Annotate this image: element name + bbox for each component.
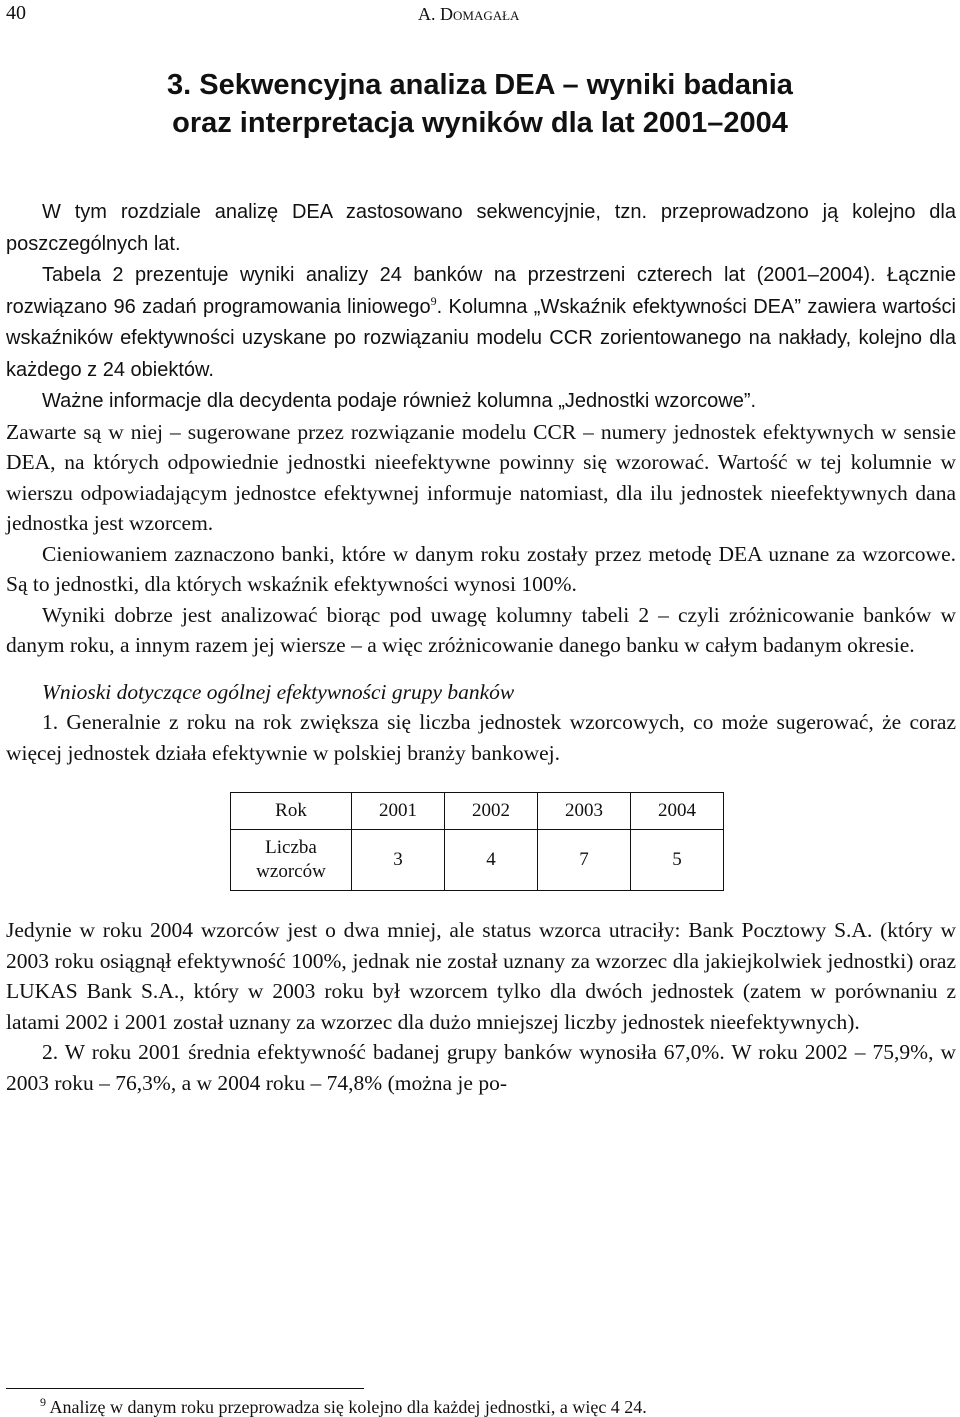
footnote-number: 9 [40, 1395, 46, 1409]
table-cell: 3 [352, 830, 445, 891]
table-header-label: Rok [231, 793, 352, 830]
paragraph: Jedynie w roku 2004 wzorców jest o dwa mniej, ale status wzorca utraciły: Bank Pocztowy S.A. (który w 2003 roku osiągnął efektywność 100%, jednak nie został uznany za wzorzec dla jakiejkolwiek jednostki) oraz LUKAS Bank S.A., który w 2003 roku był wzorcem tylko dla dwóch jednostek (zatem w porównaniu z latami 2002 i 2001 został uznany za wzorzec dla dużo mniejszej liczby jednostek nieefektywnych). [6, 918, 956, 1034]
paragraph: Zawarte są w niej – sugerowane przez rozwiązanie modelu CCR – numery jednostek efektywnych w sensie DEA, na których odpowiednie jednostki nieefektywne powinny się wzorować. Wartość w tej kolumnie w wierszu odpowiadającym jednostce efektywnej informuje natomiast, dla ilu jednostek nieefektywnych dana jednostka jest wzorcem. [6, 419, 956, 535]
table-row-label: Liczba wzorców [231, 830, 352, 891]
patterns-table [230, 792, 724, 891]
section-title [0, 66, 960, 142]
table-year: 2003 [538, 793, 631, 830]
table-row [231, 830, 724, 891]
section-title-line-1: 3. Sekwencyjna analiza DEA – wyniki badania [167, 69, 793, 101]
body-text [6, 196, 956, 1098]
paragraph: Ważne informacje dla decydenta podaje również kolumna „Jednostki wzorcowe”. [42, 390, 757, 412]
section-title-line-2: oraz interpretacja wyników dla lat 2001–2004 [172, 107, 788, 139]
footnote [40, 1393, 647, 1416]
page-header [0, 2, 960, 32]
footnote-divider [6, 1388, 364, 1389]
page-number: 40 [6, 2, 26, 24]
table-row [231, 793, 724, 830]
table-cell: 7 [538, 830, 631, 891]
paragraph: Tabela 2 prezentuje wyniki analizy 24 banków na przestrzeni czterech lat (2001–2004). Łącznie rozwiązano 96 zadań programowania liniowego$^9$. Kolumna „Wskaźnik efektywności DEA” zawiera wartości wskaźników efektywności uzyskane po rozwiązaniu modelu CCR zorientowanego na nakłady, kolejno dla każdego z 24 obiektów. [6, 264, 956, 381]
table-year: 2001 [352, 793, 445, 830]
paragraph: Cieniowaniem zaznaczono banki, które w danym roku zostały przez metodę DEA uznane za wzorcowe. Są to jednostki, dla których wskaźnik efektywności wynosi 100%. [6, 541, 956, 596]
table-year: 2002 [445, 793, 538, 830]
table-cell: 4 [445, 830, 538, 891]
paragraph: W tym rozdziale analizę DEA zastosowano sekwencyjnie, tzn. przeprowadzono ją kolejno dla poszczególnych lat. [6, 201, 956, 255]
paragraph: 2. W roku 2001 średnia efektywność badanej grupy banków wynosiła 67,0%. W roku 2002 – 75,9%, w 2003 roku – 76,3%, a w 2004 roku – 74,8% (można je po- [6, 1040, 956, 1095]
footnote-marker: 9 [430, 293, 437, 308]
table-cell: 5 [631, 830, 724, 891]
subheading: Wnioski dotyczące ogólnej efektywności grupy banków [42, 679, 515, 704]
running-head: A. Domagała [418, 4, 520, 24]
paragraph: Wyniki dobrze jest analizować biorąc pod uwagę kolumny tabeli 2 – czyli zróżnicowanie banków w danym roku, a innym razem jej wiersze – a więc zróżnicowanie danego banku w całym badanym okresie. [6, 602, 956, 657]
table-year: 2004 [631, 793, 724, 830]
paragraph: 1. Generalnie z roku na rok zwiększa się liczba jednostek wzorcowych, co może sugerować, że coraz więcej jednostek działa efektywnie w polskiej branży bankowej. [6, 710, 956, 765]
footnote-text: Analizę w danym roku przeprowadza się kolejno dla każdej jednostki, a więc 4 24. [49, 1397, 647, 1417]
